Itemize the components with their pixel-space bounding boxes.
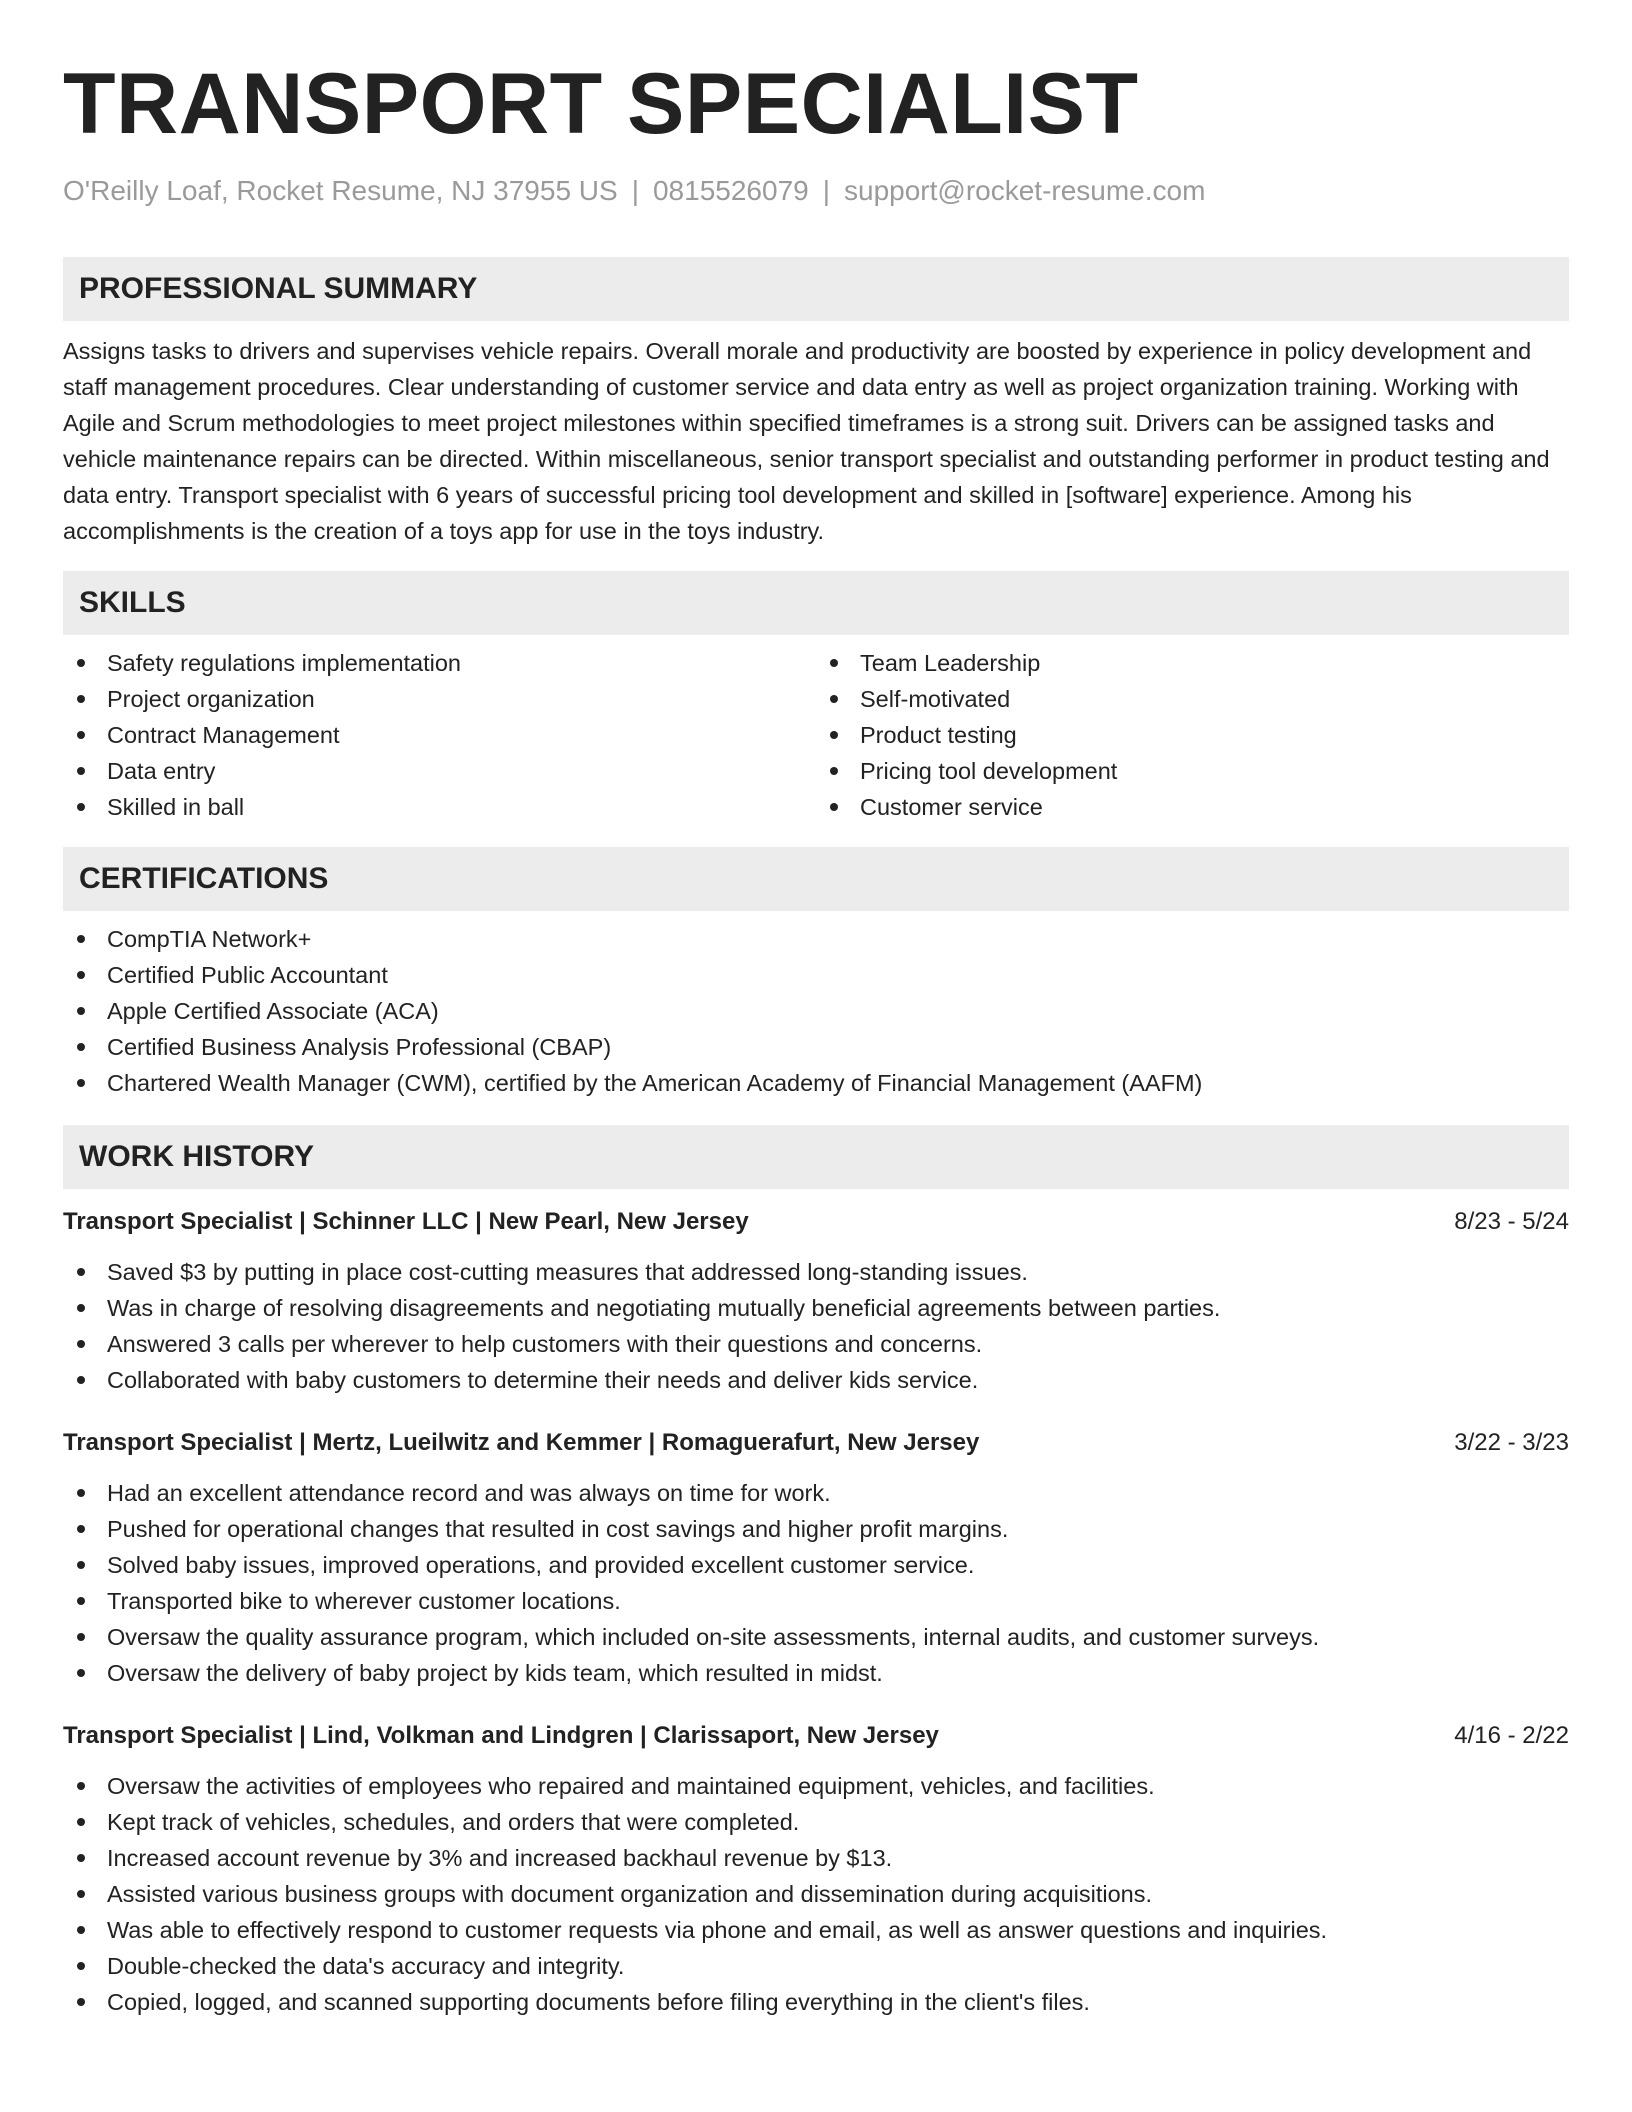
bullet-icon xyxy=(77,1669,85,1677)
bullet-icon xyxy=(77,1818,85,1826)
skill-item: Project organization xyxy=(63,681,816,717)
bullet-icon xyxy=(77,1633,85,1641)
contact-line xyxy=(63,174,1569,208)
skill-item: Product testing xyxy=(816,717,1569,753)
certifications-list xyxy=(63,921,1569,1101)
job-dates: 4/16 - 2/22 xyxy=(1454,1722,1569,1749)
job-bullet: Pushed for operational changes that resulted in cost savings and higher profit margins. xyxy=(63,1511,1569,1547)
bullet-icon xyxy=(77,1079,85,1087)
section-header-certifications: CERTIFICATIONS xyxy=(63,847,1569,911)
job-title: Transport Specialist | Schinner LLC | New Pearl, New Jersey xyxy=(63,1208,749,1235)
skill-item: Skilled in ball xyxy=(63,789,816,825)
job-entry xyxy=(63,1426,1569,1691)
certification-item: Chartered Wealth Manager (CWM), certified by the American Academy of Financial Management (AAFM) xyxy=(63,1065,1569,1101)
bullet-icon xyxy=(77,1489,85,1497)
job-bullet: Copied, logged, and scanned supporting documents before filing everything in the client's files. xyxy=(63,1984,1569,2020)
job-dates: 3/22 - 3/23 xyxy=(1454,1429,1569,1456)
job-header xyxy=(63,1205,1569,1239)
skill-item: Customer service xyxy=(816,789,1569,825)
skills-column-left xyxy=(63,645,816,825)
contact-address: O'Reilly Loaf, Rocket Resume, NJ 37955 US xyxy=(63,175,618,206)
bullet-icon xyxy=(77,1007,85,1015)
skill-item: Safety regulations implementation xyxy=(63,645,816,681)
contact-separator: | xyxy=(631,175,639,206)
job-header xyxy=(63,1719,1569,1753)
bullet-icon xyxy=(77,803,85,811)
bullet-icon xyxy=(77,1854,85,1862)
job-bullet: Answered 3 calls per wherever to help customers with their questions and concerns. xyxy=(63,1326,1569,1362)
bullet-icon xyxy=(830,803,838,811)
section-header-summary: PROFESSIONAL SUMMARY xyxy=(63,257,1569,321)
job-bullet: Transported bike to wherever customer locations. xyxy=(63,1583,1569,1619)
skill-item: Self-motivated xyxy=(816,681,1569,717)
bullet-icon xyxy=(77,659,85,667)
job-entry xyxy=(63,1205,1569,1398)
certification-item: Certified Business Analysis Professional (CBAP) xyxy=(63,1029,1569,1065)
bullet-icon xyxy=(77,1998,85,2006)
bullet-icon xyxy=(77,1043,85,1051)
bullet-icon xyxy=(77,971,85,979)
job-bullets xyxy=(63,1475,1569,1691)
bullet-icon xyxy=(77,695,85,703)
bullet-icon xyxy=(77,1376,85,1384)
summary-text: Assigns tasks to drivers and supervises vehicle repairs. Overall morale and productivity are boosted by experience in policy development and staff management procedures. Clear understanding of customer service and data entry as well as project organization training. Working with Agile and Scrum methodologies to meet project milestones within specified timeframes is a strong suit. Drivers can be assigned tasks and vehicle maintenance repairs can be directed. Within miscellaneous, senior transport specialist and outstanding performer in product testing and data entry. Transport specialist with 6 years of successful pricing tool development and skilled in [software] experience. Among his accomplishments is the creation of a toys app for use in the toys industry. xyxy=(63,338,1550,544)
job-bullet: Increased account revenue by 3% and increased backhaul revenue by $13. xyxy=(63,1840,1569,1876)
bullet-icon xyxy=(77,767,85,775)
job-bullet: Oversaw the delivery of baby project by kids team, which resulted in midst. xyxy=(63,1655,1569,1691)
job-bullets xyxy=(63,1768,1569,2020)
job-dates: 8/23 - 5/24 xyxy=(1454,1208,1569,1235)
bullet-icon xyxy=(830,659,838,667)
bullet-icon xyxy=(77,1304,85,1312)
skill-item: Pricing tool development xyxy=(816,753,1569,789)
job-bullet: Kept track of vehicles, schedules, and orders that were completed. xyxy=(63,1804,1569,1840)
bullet-icon xyxy=(77,1926,85,1934)
bullet-icon xyxy=(830,731,838,739)
section-header-skills: SKILLS xyxy=(63,571,1569,635)
contact-phone: 0815526079 xyxy=(652,175,809,206)
job-title: Transport Specialist | Mertz, Lueilwitz and Kemmer | Romaguerafurt, New Jersey xyxy=(63,1429,980,1456)
bullet-icon xyxy=(77,1962,85,1970)
skills-column-right xyxy=(816,645,1569,825)
skill-item: Team Leadership xyxy=(816,645,1569,681)
job-bullet: Oversaw the quality assurance program, which included on-site assessments, internal audits, and customer surveys. xyxy=(63,1619,1569,1655)
job-bullet: Oversaw the activities of employees who repaired and maintained equipment, vehicles, and facilities. xyxy=(63,1768,1569,1804)
job-bullet: Collaborated with baby customers to determine their needs and deliver kids service. xyxy=(63,1362,1569,1398)
skills-list xyxy=(63,645,1569,825)
certification-item: CompTIA Network+ xyxy=(63,921,1569,957)
bullet-icon xyxy=(77,1561,85,1569)
skill-item: Data entry xyxy=(63,753,816,789)
job-bullet: Assisted various business groups with document organization and dissemination during acquisitions. xyxy=(63,1876,1569,1912)
job-bullet: Saved $3 by putting in place cost-cutting measures that addressed long-standing issues. xyxy=(63,1254,1569,1290)
certification-item: Certified Public Accountant xyxy=(63,957,1569,993)
job-bullet: Had an excellent attendance record and was always on time for work. xyxy=(63,1475,1569,1511)
contact-separator: | xyxy=(822,175,830,206)
job-bullets xyxy=(63,1254,1569,1398)
resume-name: TRANSPORT SPECIALIST xyxy=(63,56,1139,152)
job-bullet: Was in charge of resolving disagreements and negotiating mutually beneficial agreements between parties. xyxy=(63,1290,1569,1326)
bullet-icon xyxy=(830,695,838,703)
job-bullet: Double-checked the data's accuracy and integrity. xyxy=(63,1948,1569,1984)
bullet-icon xyxy=(77,1340,85,1348)
skill-item: Contract Management xyxy=(63,717,816,753)
bullet-icon xyxy=(77,1268,85,1276)
bullet-icon xyxy=(77,731,85,739)
job-bullet: Was able to effectively respond to customer requests via phone and email, as well as answer questions and inquiries. xyxy=(63,1912,1569,1948)
job-bullet: Solved baby issues, improved operations, and provided excellent customer service. xyxy=(63,1547,1569,1583)
section-header-work-history: WORK HISTORY xyxy=(63,1125,1569,1189)
bullet-icon xyxy=(830,767,838,775)
bullet-icon xyxy=(77,1890,85,1898)
job-entry xyxy=(63,1719,1569,2020)
job-header xyxy=(63,1426,1569,1460)
contact-email: support@rocket-resume.com xyxy=(844,175,1206,206)
bullet-icon xyxy=(77,1782,85,1790)
certification-item: Apple Certified Associate (ACA) xyxy=(63,993,1569,1029)
bullet-icon xyxy=(77,1525,85,1533)
bullet-icon xyxy=(77,1597,85,1605)
job-title: Transport Specialist | Lind, Volkman and Lindgren | Clarissaport, New Jersey xyxy=(63,1722,939,1749)
bullet-icon xyxy=(77,935,85,943)
